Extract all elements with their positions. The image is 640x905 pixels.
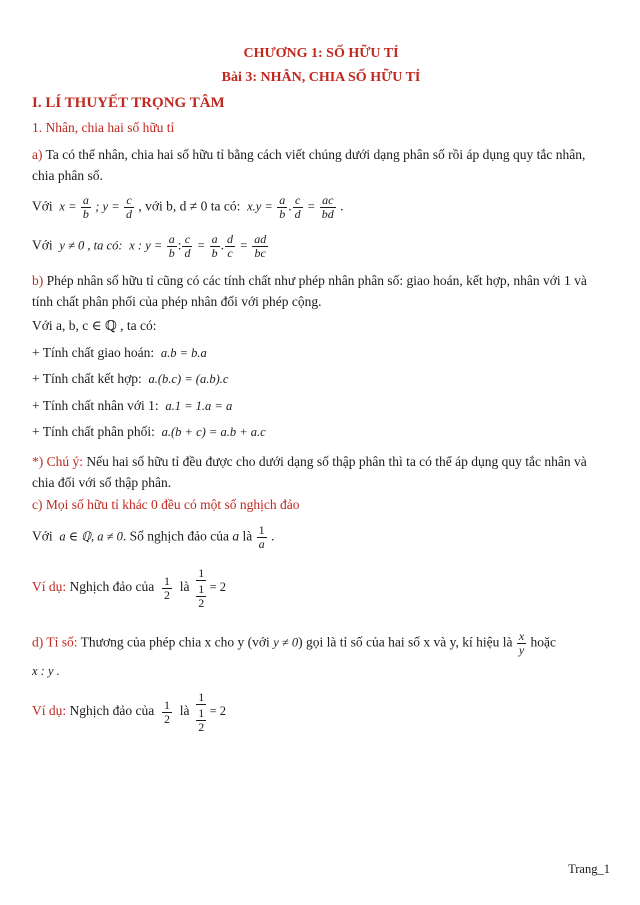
subsection-title: 1. Nhân, chia hai số hữu tỉ [32, 120, 175, 135]
part-c-example: Ví dụ: Nghịch đảo của $\frac{1}{2}$ là $\frac{1}{\frac{1}{2}}$ = 2 [32, 566, 227, 610]
part-c-line: Với a ∈ ℚ, a ≠ 0. Số nghịch đảo của a là $\frac{1}{a}$ . [32, 523, 275, 551]
part-b-paragraph [32, 270, 610, 312]
part-b-text: Phép nhân số hữu tỉ cũng có các tính chất như phép nhân phân số: giao hoán, kết hợp, nhân với 1 và tính chất phân phối của phép nhân đối với phép cộng. [32, 273, 587, 309]
part-b-label: b) [32, 273, 44, 288]
fraction-ad-bc: $\frac{ad}{bc}$ [254, 232, 267, 260]
section-title: I. LÍ THUYẾT TRỌNG TÂM [32, 95, 225, 111]
property-label: + Tính chất giao hoán: [32, 345, 155, 360]
property-associative [32, 371, 228, 387]
property-math: a.b = b.a [160, 346, 207, 360]
fraction-a-b-4: $\frac{a}{b}$ [211, 232, 218, 260]
part-a-text: Ta có thể nhân, chia hai số hữu tỉ bằng cách viết chúng dưới dạng phân số rồi áp dụng quy tắc nhân, chia phân số. [32, 147, 586, 183]
lesson-name: NHÂN, CHIA SỐ HỮU TỈ [260, 70, 421, 85]
part-c-condition: a ∈ ℚ, a ≠ 0 [59, 529, 123, 544]
property-label: + Tính chất kết hợp: [32, 371, 142, 386]
note-label: *) Chú ý: [32, 454, 84, 469]
property-math: a.(b + c) = a.b + a.c [161, 425, 266, 439]
example-label: Ví dụ: [32, 703, 67, 719]
property-label: + Tính chất phân phối: [32, 424, 155, 439]
lesson-prefix: Bài 3: [221, 70, 261, 85]
part-d-example: Ví dụ: Nghịch đảo của $\frac{1}{2}$ là $\frac{1}{\frac{1}{2}}$ = 2 [32, 690, 227, 734]
part-a-formula-mult: Với x = $\frac{a}{b}$ ; y = $\frac{c}{d}$ , với b, d ≠ 0 ta có: x.y = $\frac{a}{b}$ . $\frac{c}{d}$ = $\frac{ac}{bd}$ . [32, 193, 344, 221]
fraction-ac-bd: $\frac{ac}{bd}$ [321, 193, 334, 221]
nested-fraction: $\frac{1}{\frac{1}{2}}$ [198, 566, 205, 610]
chapter-title: CHƯƠNG 1: SỐ HỮU TỈ [243, 46, 399, 61]
part-c-heading: c) Mọi số hữu tỉ khác 0 đều có một số nghịch đảo [32, 497, 300, 512]
fraction-a-b-3: $\frac{a}{b}$ [168, 232, 175, 260]
part-a-label: a) [32, 147, 43, 162]
fraction-d-c: $\frac{d}{c}$ [227, 232, 234, 260]
property-identity [32, 398, 232, 414]
property-distributive [32, 424, 266, 440]
fraction-1-2: $\frac{1}{2}$ [163, 573, 170, 602]
fraction-c-d-3: $\frac{c}{d}$ [184, 232, 191, 260]
note-paragraph [32, 451, 610, 493]
fraction-a-b-2: $\frac{a}{b}$ [279, 193, 286, 221]
with-label: Với [32, 198, 53, 214]
property-math: a.1 = 1.a = a [165, 399, 233, 413]
fraction-x-y: $\frac{x}{y}$ [518, 629, 525, 657]
ratio-notation: x : y . [32, 664, 60, 678]
div-lhs: x : y = [129, 238, 163, 253]
fraction-c-d: $\frac{c}{d}$ [126, 193, 133, 221]
part-a-paragraph [32, 144, 610, 186]
page-number: Trang_1 [568, 862, 610, 876]
property-label: + Tính chất nhân với 1: [32, 398, 159, 413]
part-d-label: d) Tỉ số: [32, 634, 78, 650]
lesson-title [32, 70, 610, 86]
with-label-2: Với [32, 237, 53, 253]
property-math: a.(b.c) = (a.b).c [148, 372, 229, 386]
part-d-line: d) Tỉ số: Thương của phép chia x cho y (với y ≠ 0) gọi là tỉ số của hai số x và y, kí hiệu là $\frac{x}{y}$ hoặc [32, 629, 556, 657]
fraction-c-d-2: $\frac{c}{d}$ [294, 193, 301, 221]
fraction-a-b: $\frac{a}{b}$ [82, 193, 89, 221]
fraction-1-a: $\frac{1}{a}$ [258, 523, 265, 551]
fraction-1-2: $\frac{1}{2}$ [163, 697, 170, 726]
property-commutative [32, 345, 207, 361]
example-label: Ví dụ: [32, 579, 67, 595]
y-def: ; y = [95, 199, 120, 214]
note-text: Nếu hai số hữu tỉ đều được cho dưới dạng số thập phân thì ta có thể áp dụng quy tắc nhân và chia đối với số thập phân. [32, 454, 587, 490]
x-def: x = [59, 199, 77, 214]
document-page [32, 0, 610, 905]
condition-y: y ≠ 0 , ta có: [59, 238, 123, 253]
nested-fraction: $\frac{1}{\frac{1}{2}}$ [198, 690, 205, 734]
part-b-with-line: Với a, b, c ∈ ℚ , ta có: [32, 318, 157, 333]
part-a-formula-div: Với y ≠ 0 , ta có: x : y = $\frac{a}{b}$ : $\frac{c}{d}$ = $\frac{a}{b}$ . $\frac{d}{c}$ = $\frac{ad}{bc}$ [32, 232, 267, 260]
mult-lhs: x.y = [247, 199, 273, 214]
condition-text: , với b, d ≠ 0 ta có: [138, 198, 241, 214]
